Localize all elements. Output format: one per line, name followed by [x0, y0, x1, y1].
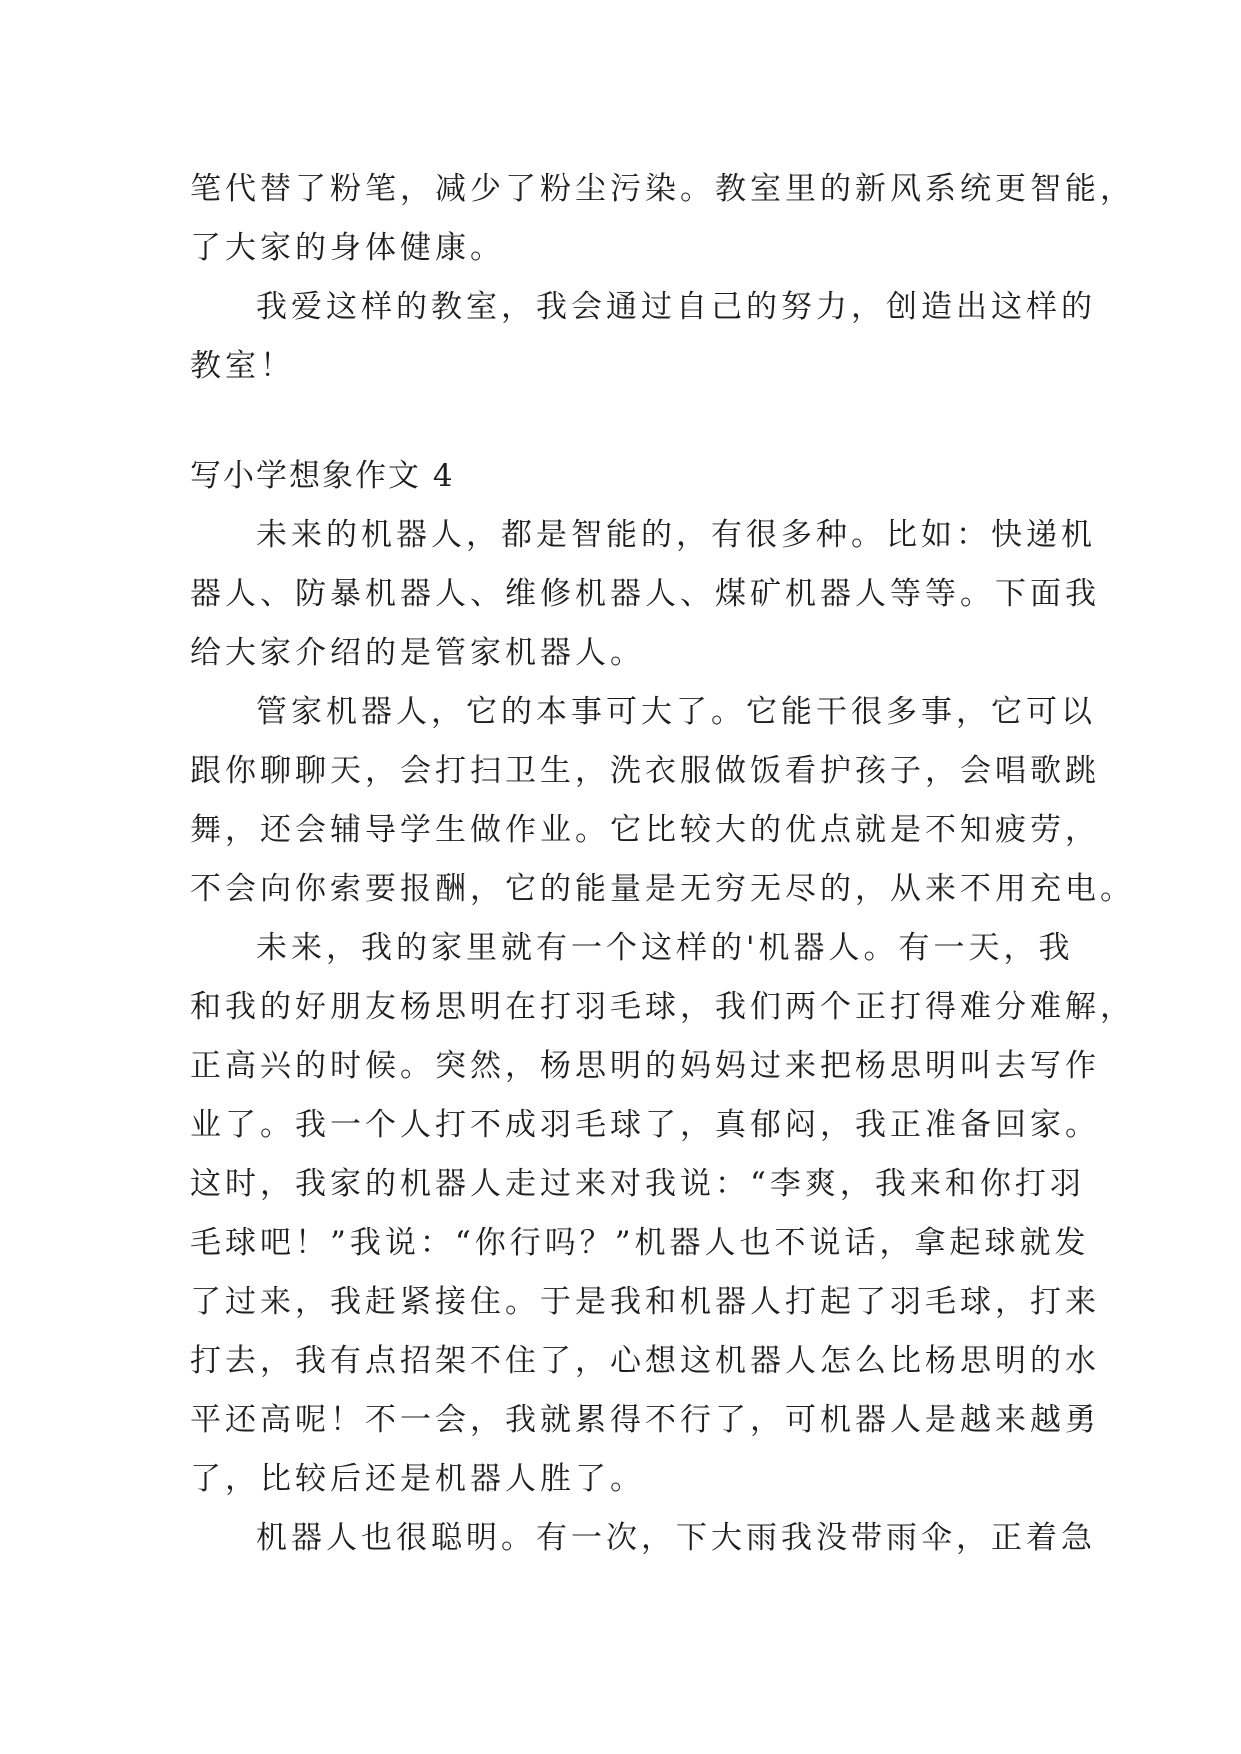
text-line: 毛球吧！”我说：“你行吗？”机器人也不说话，拿起球就发: [190, 1225, 1090, 1261]
text-line: 平还高呢！不一会，我就累得不行了，可机器人是越来越勇: [190, 1402, 1100, 1438]
essay-heading: 写小学想象作文 4: [190, 458, 455, 494]
text-line: 和我的好朋友杨思明在打羽毛球，我们两个正打得难分难解，: [190, 989, 1135, 1025]
essay-body: [190, 506, 1135, 1568]
text-line: 不会向你索要报酬，它的能量是无穷无尽的，从来不用充电。: [190, 871, 1135, 907]
paragraph-start-line: 管家机器人，它的本事可大了。它能干很多事，它可以: [256, 694, 1096, 730]
text-line: 业了。我一个人打不成羽毛球了，真郁闷，我正准备回家。: [190, 1107, 1100, 1143]
text-line: 打去，我有点招架不住了，心想这机器人怎么比杨思明的水: [190, 1343, 1100, 1379]
text-line: 跟你聊聊天，会打扫卫生，洗衣服做饭看护孩子，会唱歌跳: [190, 753, 1100, 789]
text-line: 正高兴的时候。突然，杨思明的妈妈过来把杨思明叫去写作: [190, 1048, 1100, 1084]
text-line: 了，比较后还是机器人胜了。: [190, 1461, 645, 1497]
text-line: 笔代替了粉笔，减少了粉尘污染。教室里的新风系统更智能，: [190, 171, 1135, 207]
text-line: 了大家的身体健康。: [190, 230, 505, 266]
previous-essay-ending: [190, 160, 1135, 396]
essay-heading-block: [190, 447, 1070, 506]
text-line: 了过来，我赶紧接住。于是我和机器人打起了羽毛球，打来: [190, 1284, 1100, 1320]
text-line: 教室！: [190, 348, 295, 384]
text-line: 器人、防暴机器人、维修机器人、煤矿机器人等等。下面我: [190, 576, 1100, 612]
paragraph-start-line: 我爱这样的教室，我会通过自己的努力，创造出这样的: [256, 289, 1096, 325]
paragraph-start-line: 机器人也很聪明。有一次，下大雨我没带雨伞，正着急: [256, 1520, 1096, 1556]
text-line: 给大家介绍的是管家机器人。: [190, 635, 645, 671]
text-line: 这时，我家的机器人走过来对我说：“李爽，我来和你打羽: [190, 1166, 1085, 1202]
text-line: 舞，还会辅导学生做作业。它比较大的优点就是不知疲劳，: [190, 812, 1100, 848]
paragraph-start-line: 未来的机器人，都是智能的，有很多种。比如：快递机: [256, 517, 1096, 553]
paragraph-start-line: 未来，我的家里就有一个这样的'机器人。有一天，我: [256, 930, 1074, 966]
